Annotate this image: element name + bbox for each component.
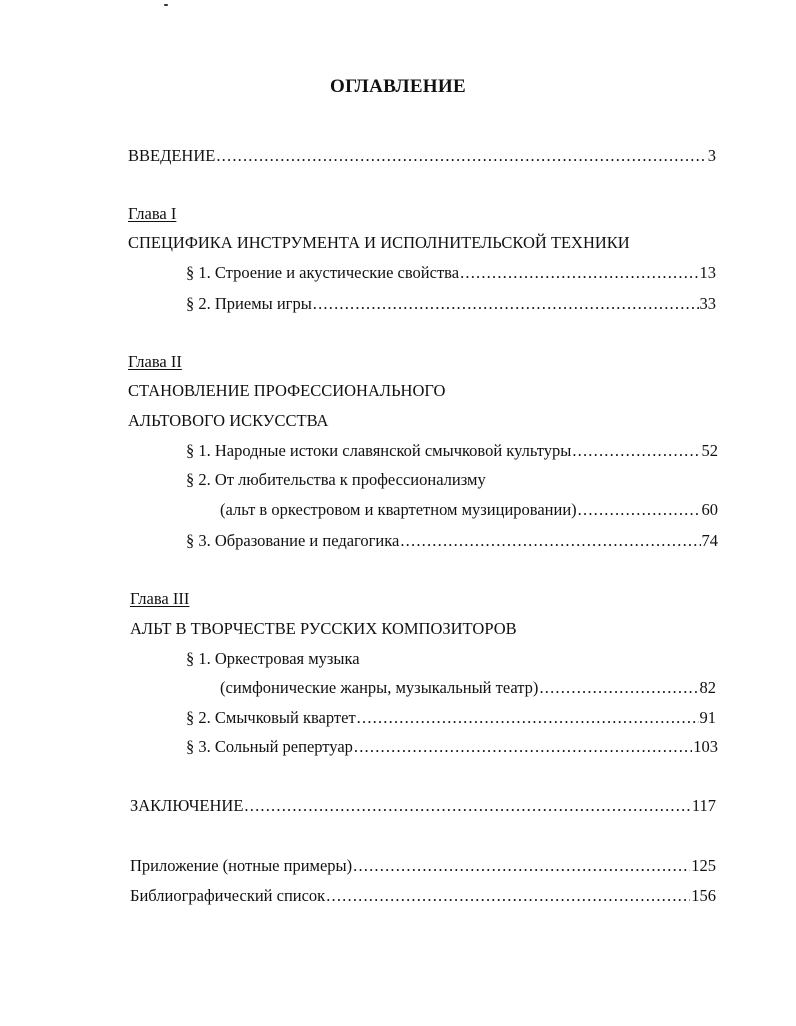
toc-entry-label: ЗАКЛЮЧЕНИЕ [130,796,244,815]
chapter-2-title-line-1: СТАНОВЛЕНИЕ ПРОФЕССИОНАЛЬНОГО [128,381,446,400]
chapter-3-title: АЛЬТ В ТВОРЧЕСТВЕ РУССКИХ КОМПОЗИТОРОВ [130,619,517,638]
toc-page-number: 13 [699,263,716,282]
toc-entry-label: § 2. Смычковый квартет [186,708,356,727]
toc-entry-label: § 1. Народные истоки славянской смычковой культуры [186,441,572,460]
toc-entry-3-1-label[interactable]: § 1. Оркестровая музыка [186,649,360,668]
toc-entry-introduction[interactable] [128,146,716,166]
toc-entry-label: ВВЕДЕНИЕ [128,146,216,165]
toc-entry-label: Приложение (нотные примеры) [130,856,353,875]
dot-leader [460,263,698,283]
dot-leader [578,500,701,520]
toc-entry-label: § 3. Сольный репертуар [186,737,353,756]
dot-leader [357,708,699,728]
toc-page-number: 52 [701,441,718,460]
toc-page-number: 82 [699,678,716,697]
toc-entry-label: Библиографический список [130,886,326,905]
toc-page-number: 60 [701,500,718,519]
page-title: ОГЛАВЛЕНИЕ [330,76,466,97]
dot-leader [244,796,690,816]
dot-leader [326,886,690,906]
dot-leader [354,737,692,757]
toc-page-number: 125 [691,856,716,875]
toc-page-number: 3 [707,146,716,165]
dot-leader [539,678,698,698]
toc-page-number: 156 [691,886,716,905]
toc-entry-2-2[interactable] [220,500,718,520]
toc-entry-3-2[interactable] [186,708,716,728]
chapter-2-heading[interactable]: Глава II [128,352,182,371]
dot-leader [313,294,699,314]
toc-entry-3-3[interactable] [186,737,718,757]
toc-page-number: 91 [699,708,716,727]
toc-page-number: 103 [693,737,718,756]
dot-leader [400,531,700,551]
chapter-3-heading[interactable]: Глава III [130,589,190,608]
toc-entry-label: § 2. Приемы игры [186,294,312,313]
toc-entry-2-2-label[interactable]: § 2. От любительства к профессионализму [186,470,486,489]
chapter-2-title-line-2: АЛЬТОВОГО ИСКУССТВА [128,411,329,430]
toc-entry-label: § 1. Строение и акустические свойства [186,263,460,282]
toc-entry-conclusion[interactable] [130,796,716,816]
toc-entry-bibliography[interactable] [130,886,716,906]
chapter-1-title: СПЕЦИФИКА ИНСТРУМЕНТА И ИСПОЛНИТЕЛЬСКОЙ ТЕХНИКИ [128,233,630,252]
toc-page-number: 33 [699,294,716,313]
toc-entry-sublabel: (симфонические жанры, музыкальный театр) [220,678,539,697]
dot-leader [353,856,690,876]
scan-speck [164,4,168,6]
toc-page-number: 74 [701,531,718,550]
toc-entry-2-1[interactable] [186,441,718,461]
toc-entry-2-3[interactable] [186,531,718,551]
dot-leader [216,146,706,166]
dot-leader [572,441,700,461]
toc-page-number: 117 [691,796,716,815]
toc-entry-1-1[interactable] [186,263,716,283]
toc-entry-3-1[interactable] [220,678,716,698]
toc-entry-1-2[interactable] [186,294,716,314]
chapter-1-heading[interactable]: Глава I [128,204,177,223]
toc-entry-label: § 3. Образование и педагогика [186,531,400,550]
toc-entry-sublabel: (альт в оркестровом и квартетном музицировании) [220,500,577,519]
toc-entry-appendix[interactable] [130,856,716,876]
